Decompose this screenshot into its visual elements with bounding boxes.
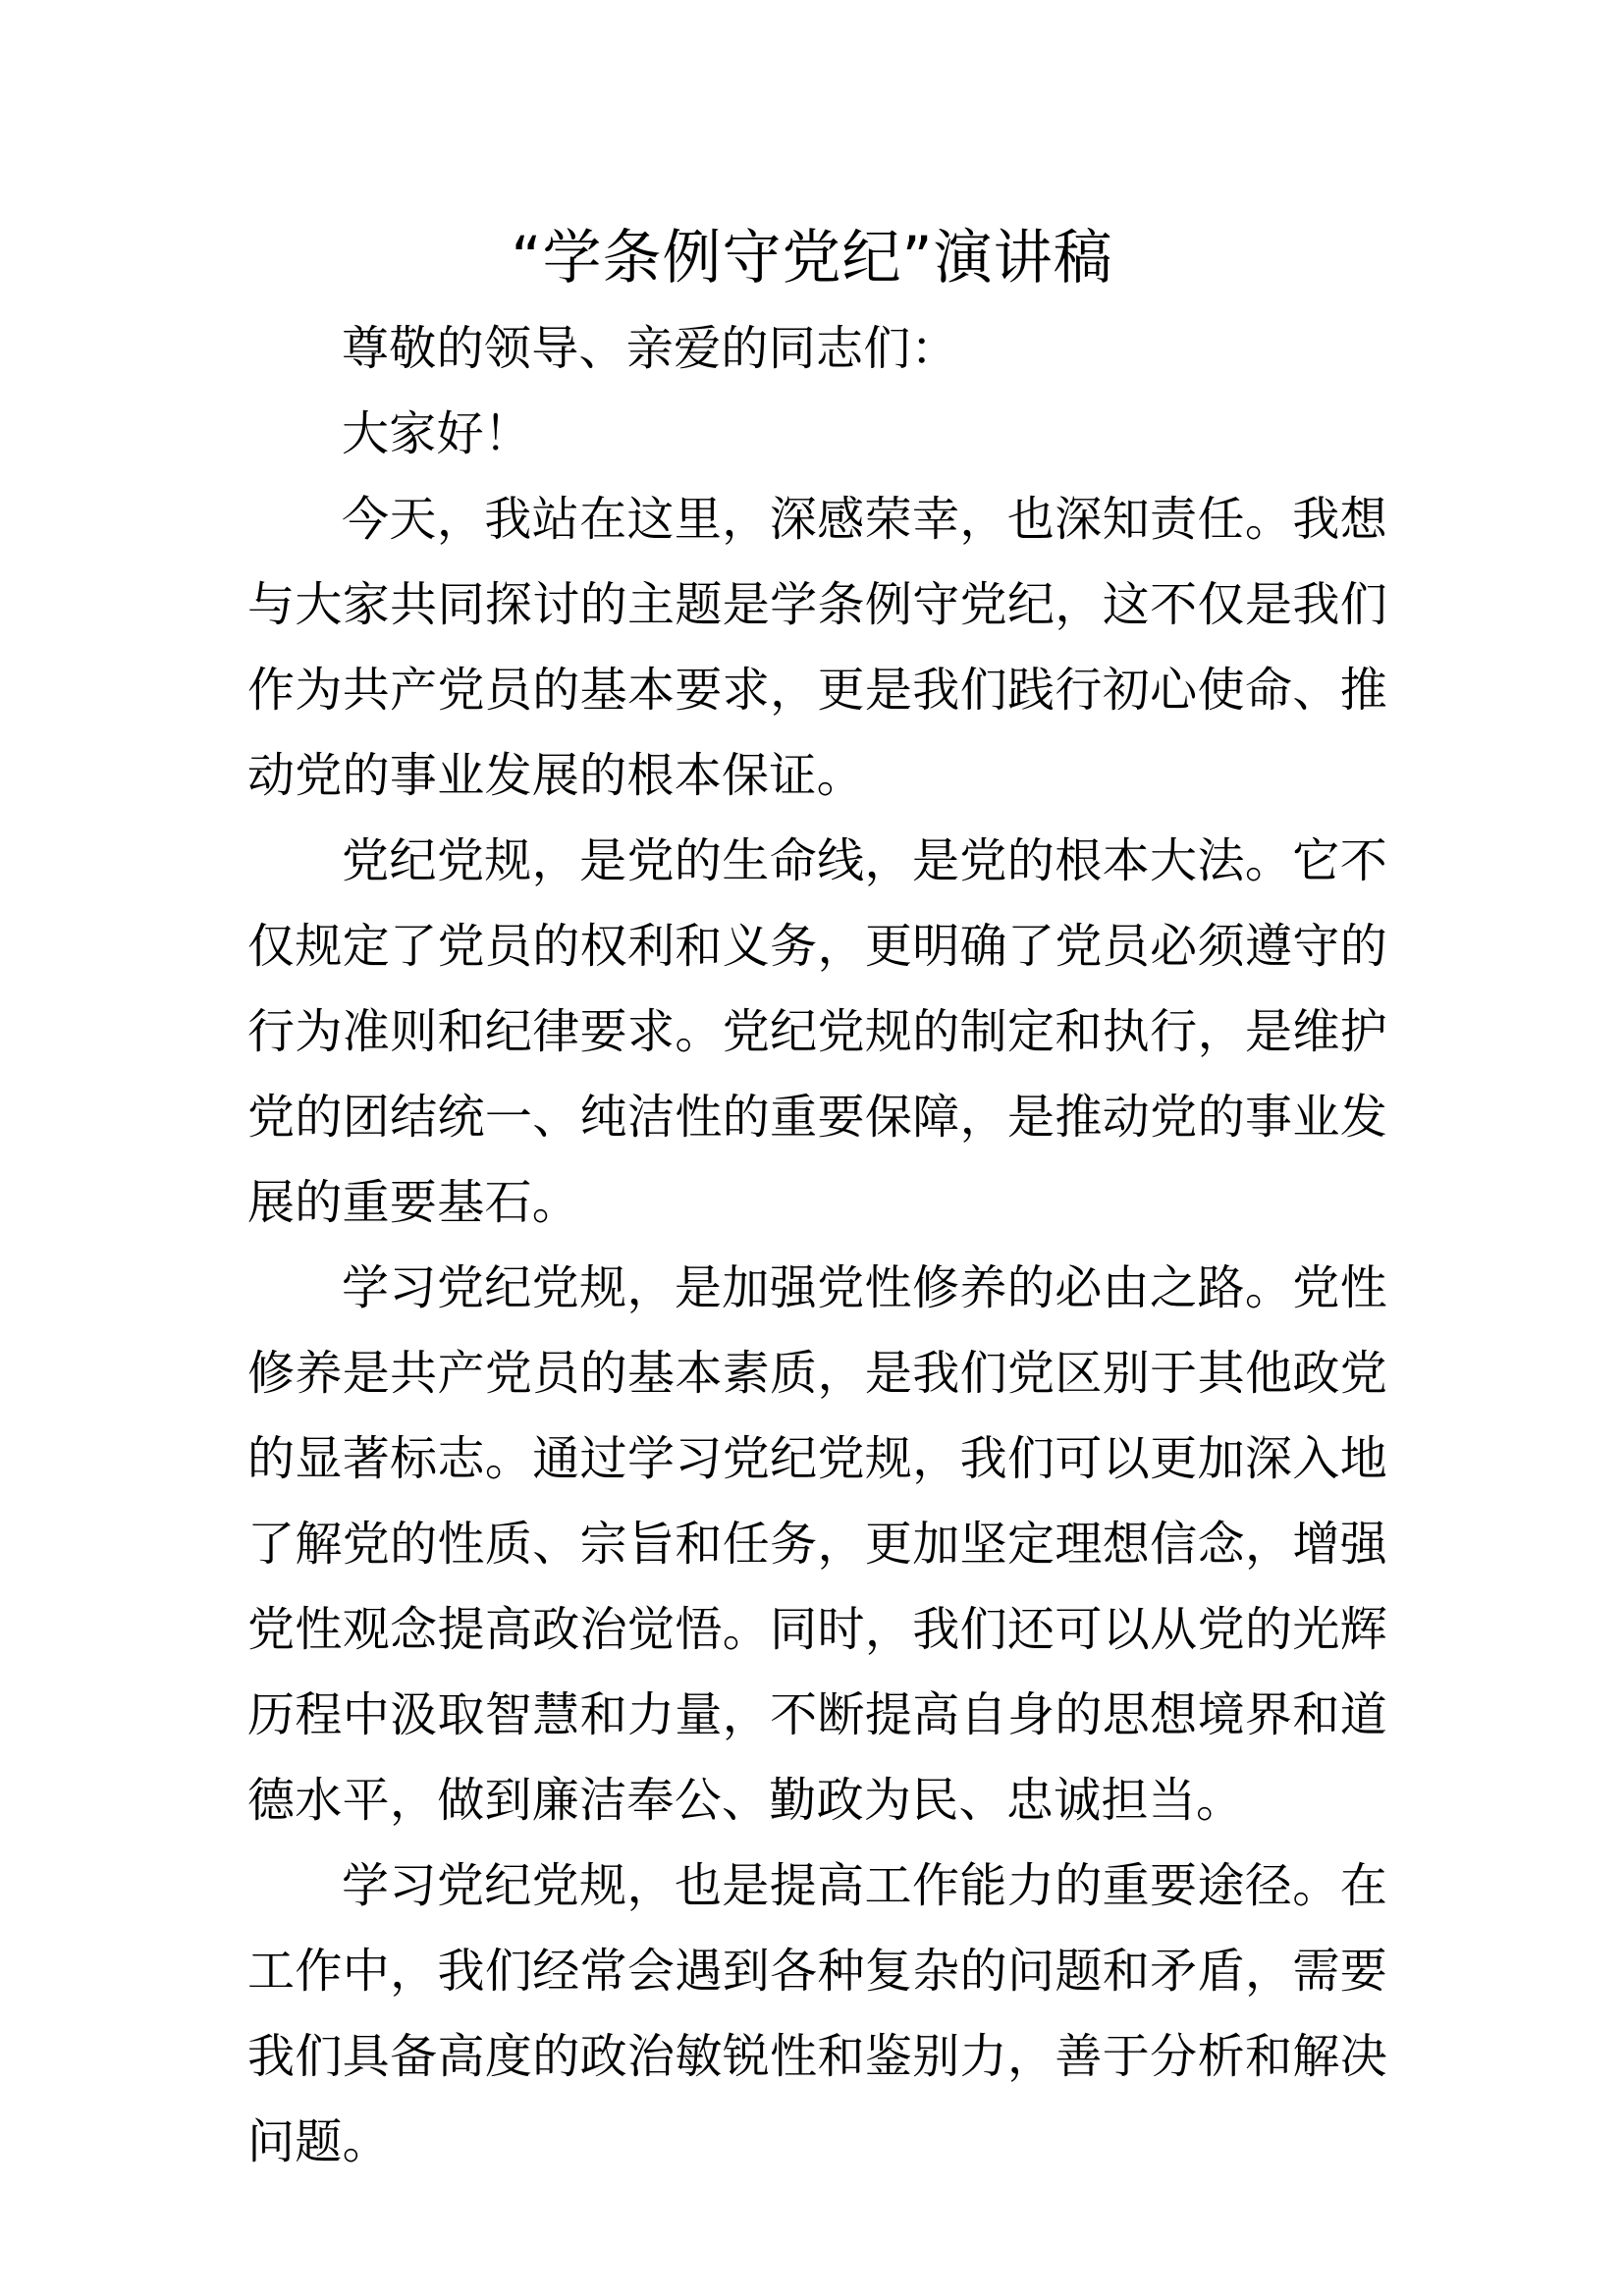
paragraph: 党纪党规，是党的生命线，是党的根本大法。它不仅规定了党员的权利和义务，更明确了党员必须遵守的行为准则和纪律要求。党纪党规的制定和执行，是维护党的团结统一、纯洁性的重要保障，是推动党的事业发展的重要基石。 xyxy=(247,833,1387,1230)
paragraph: 学习党纪党规，是加强党性修养的必由之路。党性修养是共产党员的基本素质，是我们党区别于其他政党的显著标志。通过学习党纪党规，我们可以更加深入地了解党的性质、宗旨和任务，更加坚定理想信念，增强党性观念提高政治觉悟。同时，我们还可以从党的光辉历程中汲取智慧和力量，不断提高自身的思想境界和道德水平，做到廉洁奉公、勤政为民、忠诚担当。 xyxy=(247,1260,1387,1828)
paragraph: 今天，我站在这里，深感荣幸，也深知责任。我想与大家共同探讨的主题是学条例守党纪，这不仅是我们作为共产党员的基本要求，更是我们践行初心使命、推动党的事业发展的根本保证。 xyxy=(247,492,1387,803)
greeting: 大家好！ xyxy=(342,406,532,461)
document-title: “学条例守党纪”演讲稿 xyxy=(511,224,1113,293)
paragraph: 学习党纪党规，也是提高工作能力的重要途径。在工作中，我们经常会遇到各种复杂的问题和矛盾，需要我们具备高度的政治敏锐性和鉴别力，善于分析和解决问题。 xyxy=(247,1858,1387,2169)
salutation: 尊敬的领导、亲爱的同志们： xyxy=(342,321,958,376)
document-body xyxy=(247,306,1387,2185)
